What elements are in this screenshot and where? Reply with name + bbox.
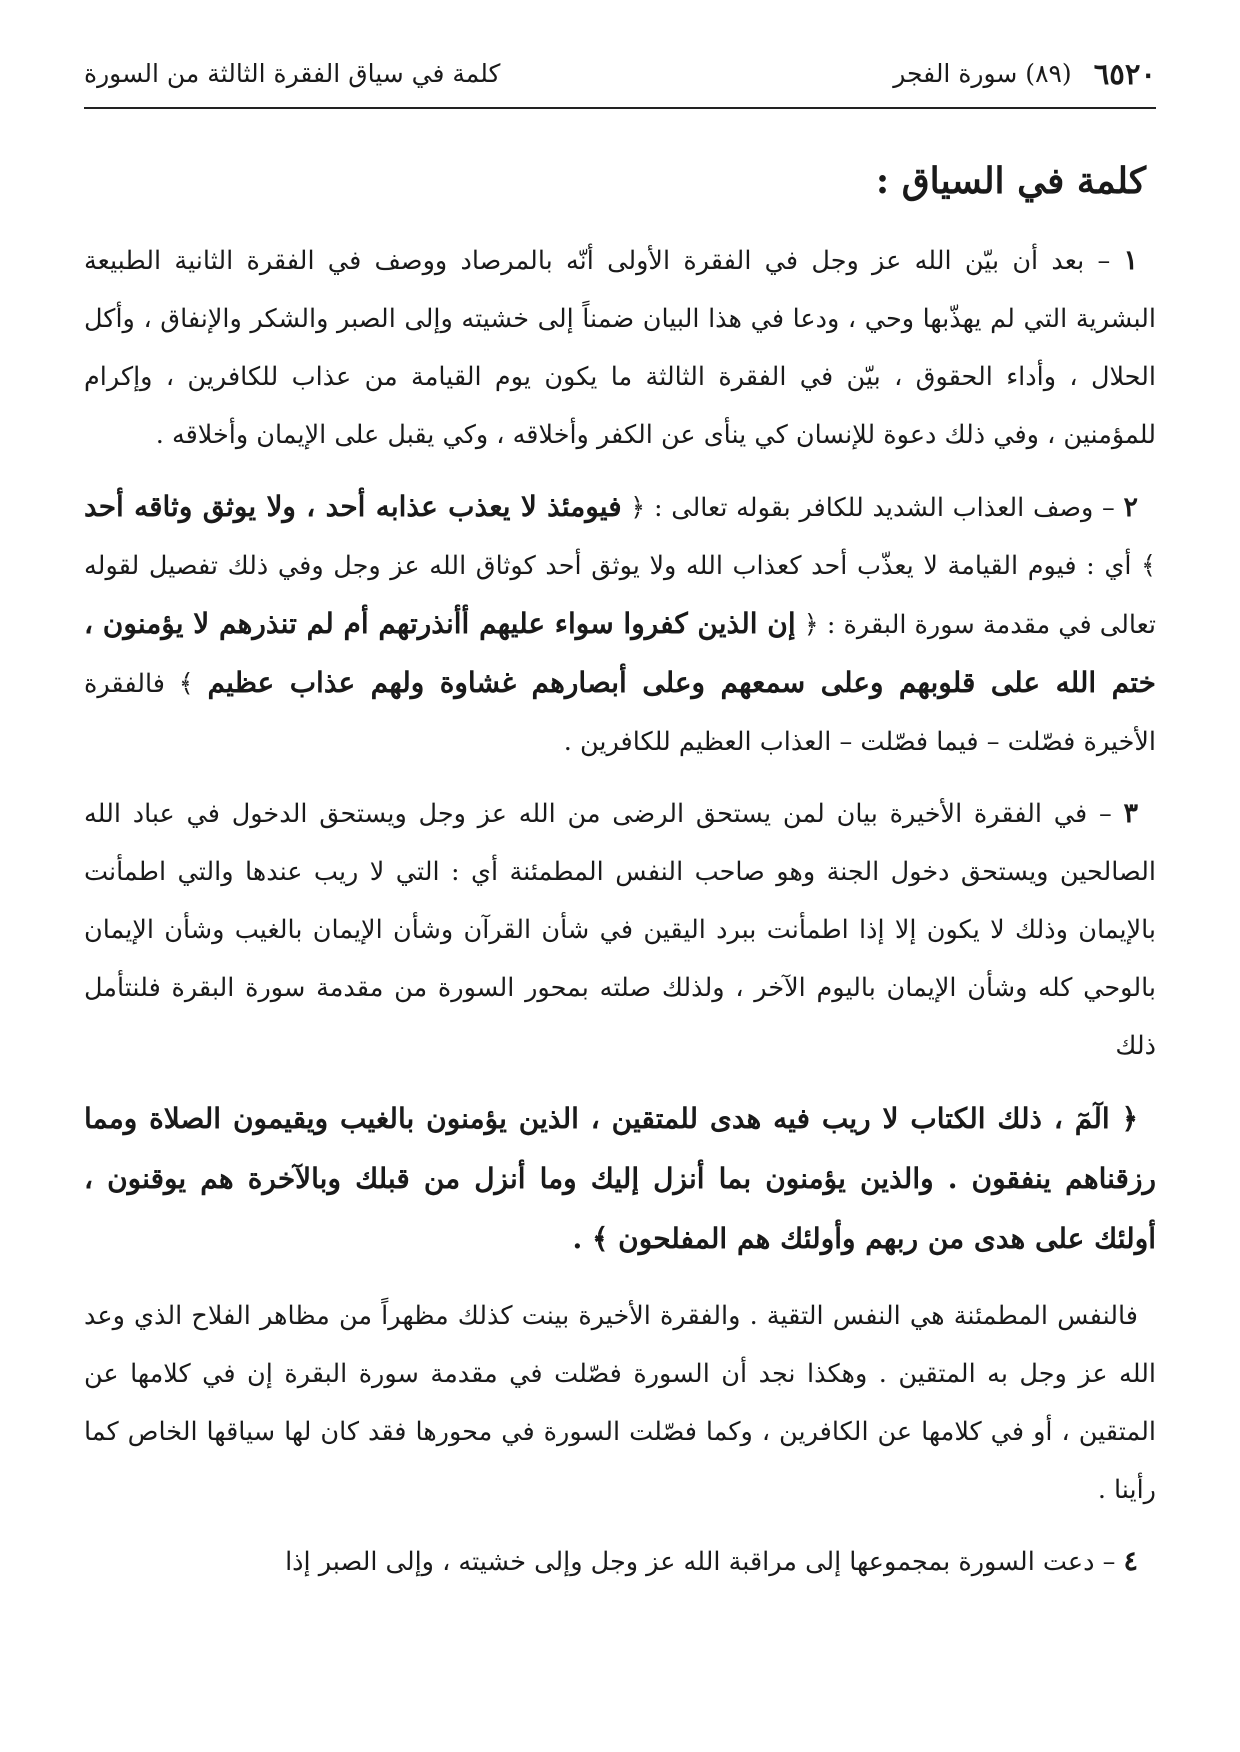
quran-quote: إن الذين كفروا سواء عليهم أأنذرتهم أم لم تنذرهم لا يؤمنون ، ختم الله على قلوبهم وعلى سمعهم وعلى أبصارهم غشاوة ولهم عذاب عظيم [84, 607, 1156, 699]
paragraph-text: ﴾ أي : فيوم القيامة لا يعذّب أحد كعذاب الله ولا يوثق أحد كوثاق الله عز وجل وفي ذلك تفصيل لقوله تعالى في مقدمة سورة البقرة : ﴿ [84, 551, 1157, 640]
paragraph-1 [84, 232, 1156, 464]
page-number: ٦٥٢٠ [1093, 56, 1156, 91]
paragraph-3 [84, 785, 1156, 1075]
surah-reference: (٨٩) سورة الفجر [893, 58, 1072, 88]
quran-block: ﴿ الٓمٓ ، ذلك الكتاب لا ريب فيه هدى للمتقين ، الذين يؤمنون بالغيب ويقيمون الصلاة ومما رزقناهم ينفقون . والذين يؤمنون بما أنزل إليك وما أنزل من قبلك وبالآخرة هم يوقنون ، أولئك على هدى من ربهم وأولئك هم المفلحون ﴾ . [84, 1102, 1156, 1255]
closing-paragraph: فالنفس المطمئنة هي النفس التقية . والفقرة الأخيرة بينت كذلك مظهراً من مظاهر الفلاح الذي وعد الله عز وجل به المتقين . وهكذا نجد أن السورة فصّلت في مقدمة سورة البقرة إن في كلامها عن المتقين ، أو في كلامها عن الكافرين ، وكما فصّلت السورة في محورها فقد كان لها سياقها الخاص كما رأينا . [84, 1301, 1156, 1505]
section-title: كلمة في السياق : [875, 160, 1146, 202]
paragraph-text: – دعت السورة بمجموعها إلى مراقبة الله عز وجل وإلى خشيته ، وإلى الصبر إذا [285, 1547, 1116, 1577]
paragraph-2 [84, 478, 1156, 771]
paragraph-text: – وصف العذاب الشديد للكافر بقوله تعالى : ﴿ [630, 493, 1115, 523]
paragraph-number: ٣ [1123, 798, 1138, 829]
running-title: كلمة في سياق الفقرة الثالثة من السورة [84, 59, 501, 88]
paragraph-number: ٤ [1123, 1546, 1138, 1577]
paragraph-number: ٢ [1123, 492, 1138, 523]
header-right-group [893, 57, 1156, 92]
paragraph-number: ١ [1123, 245, 1139, 276]
paragraph-text: – في الفقرة الأخيرة بيان لمن يستحق الرضى من الله عز وجل ويستحق الدخول في عباد الله الصالحين ويستحق دخول الجنة وهو صاحب النفس المطمئنة أي : التي لا ريب عندها والتي اطمأنت بالإيمان وذلك لا يكون إلا إذا اطمأنت ببرد اليقين في شأن القرآن وشأن الإيمان بالغيب وشأن الإيمان بالوحي كله وشأن الإيمان باليوم الآخر ، ولذلك صلته بمحور السورة من مقدمة سورة البقرة فلنتأمل ذلك [84, 799, 1156, 1061]
paragraph-4 [84, 1533, 1156, 1591]
page-content [84, 160, 1156, 1605]
paragraph-text: – بعد أن بيّن الله عز وجل في الفقرة الأولى أنّه بالمرصاد ووصف في الفقرة الثانية الطبيعة البشرية التي لم يهذّبها وحي ، ودعا في هذا البيان ضمناً إلى خشيته وإلى الصبر والشكر والإنفاق ، وأكل الحلال ، وأداء الحقوق ، بيّن في الفقرة الثالثة ما يكون يوم القيامة من عذاب للكافرين ، وإكرام للمؤمنين ، وفي ذلك دعوة للإنسان كي ينأى عن الكفر وأخلاقه ، وكي يقبل على الإيمان وأخلاقه . [84, 246, 1156, 450]
page-header [84, 44, 1156, 104]
quran-quote: فيومئذ لا يعذب عذابه أحد ، ولا يوثق وثاقه أحد [84, 490, 622, 523]
header-divider [84, 107, 1156, 109]
paragraph-text: ﴾ فالفقرة الأخيرة فصّلت – فيما فصّلت – العذاب العظيم للكافرين . [84, 669, 1156, 757]
